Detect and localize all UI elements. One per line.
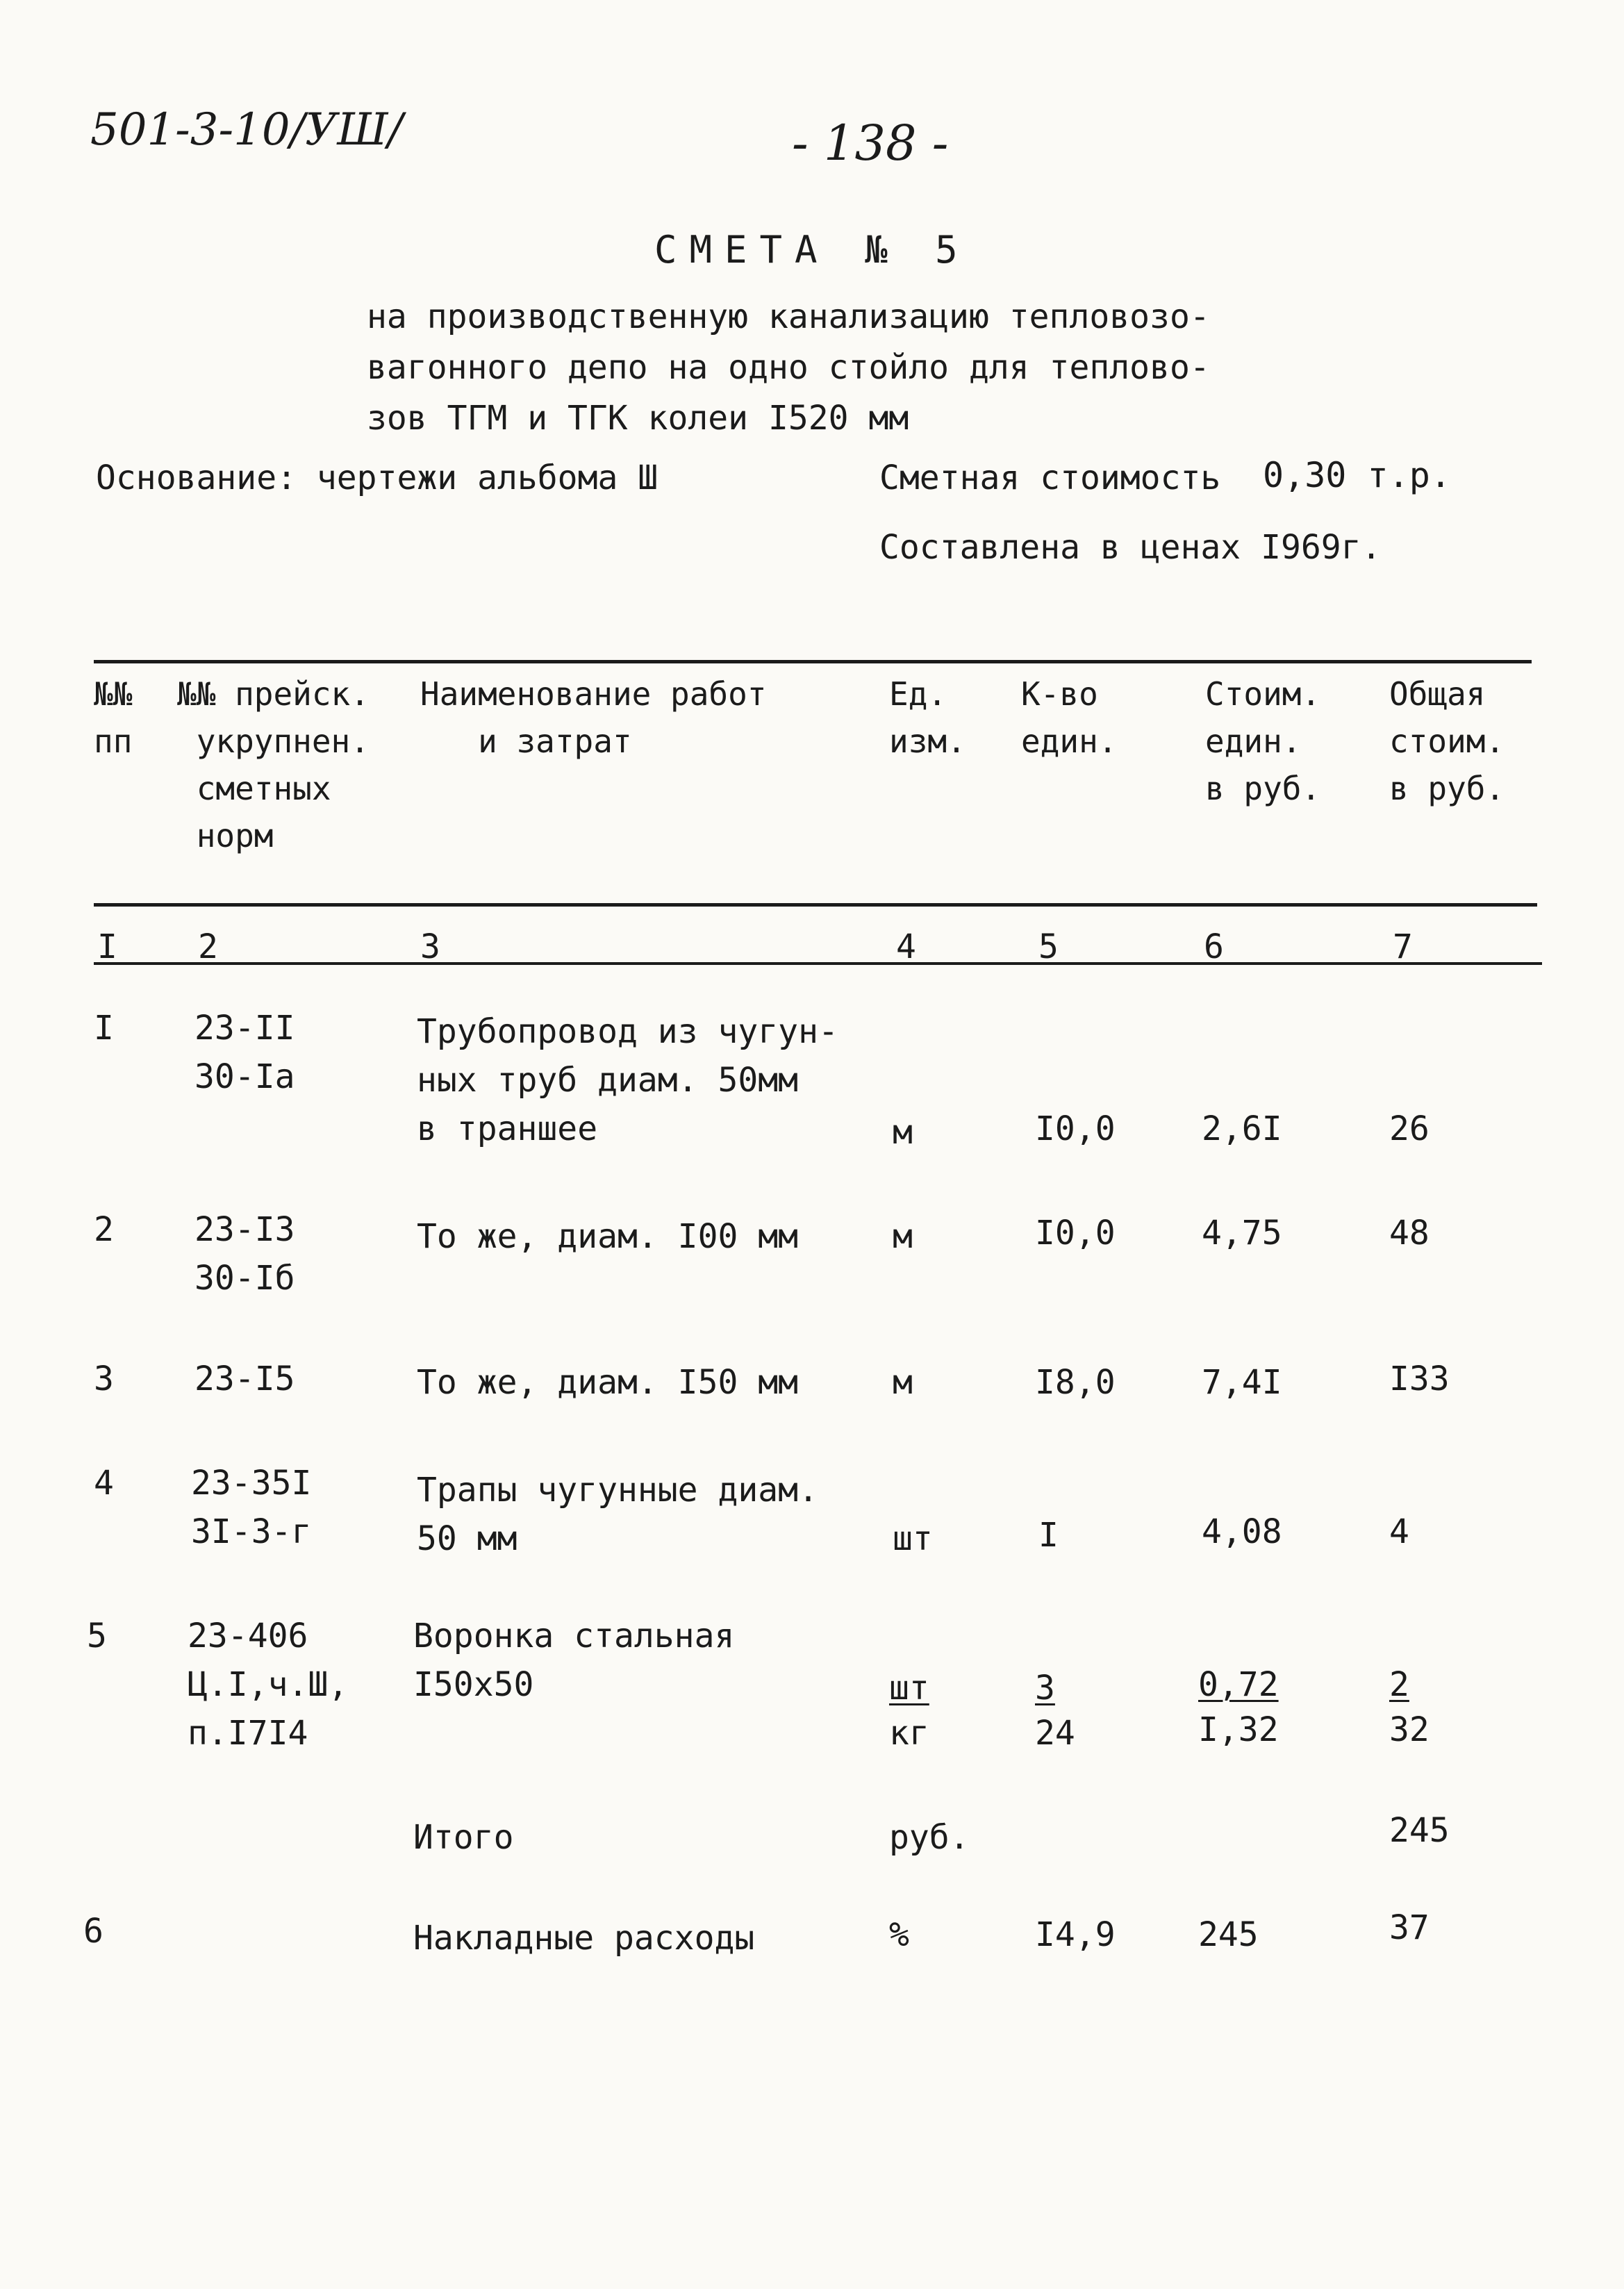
row-unit: % bbox=[889, 1915, 909, 1954]
table-top-rule bbox=[94, 660, 1532, 663]
row-total: 37 bbox=[1389, 1908, 1430, 1947]
row-unit-top: шт bbox=[889, 1669, 929, 1708]
row-quantity-bottom: 24 bbox=[1035, 1714, 1075, 1753]
document-code: 501-3-10/УШ/ bbox=[90, 104, 403, 156]
row-unit: м bbox=[893, 1217, 913, 1256]
row-unit-price: 4,75 bbox=[1202, 1214, 1282, 1253]
basis-line: Основание: чертежи альбома Ш bbox=[96, 458, 658, 497]
row-unit-price: 4,08 bbox=[1202, 1512, 1282, 1551]
row-quantity: I0,0 bbox=[1035, 1109, 1116, 1148]
row-name: Трапы чугунные диам. 50 мм bbox=[417, 1471, 818, 1558]
subtotal-value: 245 bbox=[1389, 1811, 1450, 1850]
row-unit-price: 2,6I bbox=[1202, 1109, 1282, 1148]
document-subtitle: на производственную канализацию тепловозо- вагонного депо на одно стойло для теплово- зов ТГМ и ТГК колеи I520 мм bbox=[367, 297, 1210, 438]
row-code: 23-I3 30-Iб bbox=[194, 1210, 295, 1298]
column-number: 5 bbox=[1038, 927, 1059, 966]
row-unit: м bbox=[893, 1363, 913, 1402]
row-total: 48 bbox=[1389, 1214, 1430, 1253]
estimated-cost-value: 0,30 т.р. bbox=[1263, 455, 1451, 495]
row-number: I bbox=[94, 1009, 114, 1048]
row-code: 23-II 30-Iа bbox=[194, 1009, 295, 1096]
row-quantity: I8,0 bbox=[1035, 1363, 1116, 1402]
header-row-number: №№ пп bbox=[94, 675, 133, 760]
header-total-cost: Общая стоим. в руб. bbox=[1389, 675, 1505, 807]
row-number: 6 bbox=[83, 1912, 103, 1951]
row-number: 5 bbox=[87, 1617, 107, 1655]
column-number: 4 bbox=[896, 927, 916, 966]
column-number: 6 bbox=[1204, 927, 1224, 966]
header-unit: Ед. изм. bbox=[889, 675, 966, 760]
row-name: Накладные расходы bbox=[413, 1919, 755, 1958]
row-total-top: 2 bbox=[1389, 1665, 1409, 1704]
row-number: 4 bbox=[94, 1464, 114, 1503]
row-code: 23-35I 3I-3-г bbox=[191, 1464, 312, 1551]
column-number: 7 bbox=[1393, 927, 1413, 966]
row-total: 4 bbox=[1389, 1512, 1409, 1551]
row-unit-bottom: кг bbox=[889, 1714, 929, 1753]
row-code: 23-406 Ц.I,ч.Ш, п.I7I4 bbox=[188, 1617, 349, 1753]
row-unit-price: 7,4I bbox=[1202, 1363, 1282, 1402]
column-number: 3 bbox=[420, 927, 440, 966]
row-unit: шт bbox=[893, 1519, 933, 1558]
row-code: 23-I5 bbox=[194, 1360, 295, 1398]
row-number: 2 bbox=[94, 1210, 114, 1249]
column-number: 2 bbox=[198, 927, 218, 966]
column-number: I bbox=[97, 927, 117, 966]
row-unit-price-top: 0,72 bbox=[1198, 1665, 1279, 1704]
row-quantity-top: 3 bbox=[1035, 1669, 1055, 1708]
document-title: СМЕТА № 5 bbox=[654, 228, 970, 272]
row-unit-price-bottom: I,32 bbox=[1198, 1710, 1279, 1749]
row-quantity: I bbox=[1038, 1516, 1059, 1555]
row-total: 26 bbox=[1389, 1109, 1430, 1148]
row-unit-price: 245 bbox=[1198, 1915, 1259, 1954]
row-total-bottom: 32 bbox=[1389, 1710, 1430, 1749]
row-unit: м bbox=[893, 1113, 913, 1152]
column-numbers-rule bbox=[94, 962, 1542, 965]
subtotal-label: Итого bbox=[413, 1818, 514, 1857]
row-number: 3 bbox=[94, 1360, 114, 1398]
row-name: Воронка стальная I50х50 bbox=[413, 1617, 735, 1704]
header-quantity: К-во един. bbox=[1021, 675, 1118, 760]
header-bottom-rule bbox=[94, 903, 1537, 907]
header-work-name: Наименование работ и затрат bbox=[420, 675, 767, 760]
row-total: I33 bbox=[1389, 1360, 1450, 1398]
estimated-cost-label: Сметная стоимость bbox=[879, 458, 1221, 497]
row-name: То же, диам. I00 мм bbox=[417, 1217, 799, 1256]
prices-note: Составлена в ценах I969г. bbox=[879, 528, 1382, 567]
row-name: То же, диам. I50 мм bbox=[417, 1363, 799, 1402]
row-quantity: I4,9 bbox=[1035, 1915, 1116, 1954]
header-price-list-code: №№ прейск. укрупнен. сметных норм bbox=[177, 675, 370, 854]
header-unit-cost: Стоим. един. в руб. bbox=[1205, 675, 1321, 807]
row-quantity: I0,0 bbox=[1035, 1214, 1116, 1253]
page-number: - 138 - bbox=[792, 115, 949, 172]
subtotal-unit: руб. bbox=[889, 1818, 970, 1857]
row-name: Трубопровод из чугун- ных труб диам. 50мм в траншее bbox=[417, 1012, 838, 1148]
